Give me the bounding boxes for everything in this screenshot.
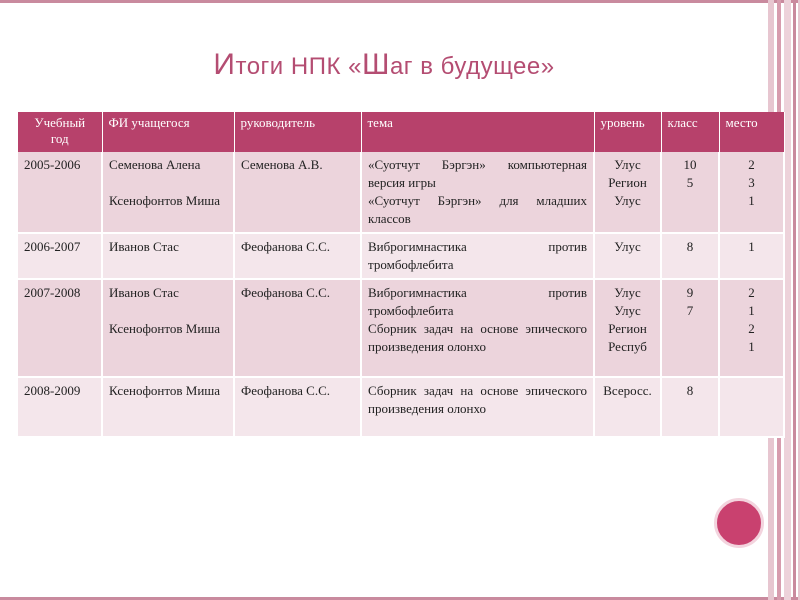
cell-year: 2005-2006 [18,152,102,233]
table-row [18,233,784,279]
header-grade: класс [661,112,719,152]
cell-topic: Виброгимнастика против тромбофлебита [361,233,594,279]
cell-student: Ксенофонтов Миша [102,377,234,437]
cell-grade: 8 [661,233,719,279]
header-supervisor: руководитель [234,112,361,152]
cell-supervisor: Феофанова С.С. [234,279,361,377]
cell-grade: 9 7 [661,279,719,377]
cell-student: Семенова Алена Ксенофонтов Миша [102,152,234,233]
header-place: место [719,112,784,152]
cell-level: Всеросс. [594,377,661,437]
cell-level: Улус Улус Регион Респуб [594,279,661,377]
header-student: ФИ учащегося [102,112,234,152]
table-row [18,279,784,377]
cell-place [719,377,784,437]
cell-year: 2006-2007 [18,233,102,279]
decorative-circle [714,498,764,548]
cell-topic: «Суотчут Бэргэн» компьютерная версия игры «Суотчут Бэргэн» для младших классов [361,152,594,233]
cell-supervisor: Феофанова С.С. [234,233,361,279]
cell-year: 2007-2008 [18,279,102,377]
cell-topic: Сборник задач на основе эпического произведения олонхо [361,377,594,437]
table-header-row [18,112,784,152]
cell-place: 2 3 1 [719,152,784,233]
cell-supervisor: Феофанова С.С. [234,377,361,437]
cell-student: Иванов Стас [102,233,234,279]
decorative-rail [784,0,791,600]
cell-place: 2 1 2 1 [719,279,784,377]
table-row [18,377,784,437]
page-title: Итоги НПК «Шаг в будущее» [213,48,555,81]
cell-grade: 10 5 [661,152,719,233]
cell-student: Иванов Стас Ксенофонтов Миша [102,279,234,377]
top-frame-line [0,0,800,3]
results-table [18,112,785,438]
cell-topic: Виброгимнастика против тромбофлебита Сборник задач на основе эпического произведения олонхо [361,279,594,377]
cell-place: 1 [719,233,784,279]
cell-level: Улус [594,233,661,279]
table-row [18,152,784,233]
cell-grade: 8 [661,377,719,437]
cell-level: Улус Регион Улус [594,152,661,233]
header-topic: тема [361,112,594,152]
cell-year: 2008-2009 [18,377,102,437]
header-level: уровень [594,112,661,152]
cell-supervisor: Семенова А.В. [234,152,361,233]
decorative-rail [793,0,796,600]
header-year: Учебный год [18,112,102,152]
